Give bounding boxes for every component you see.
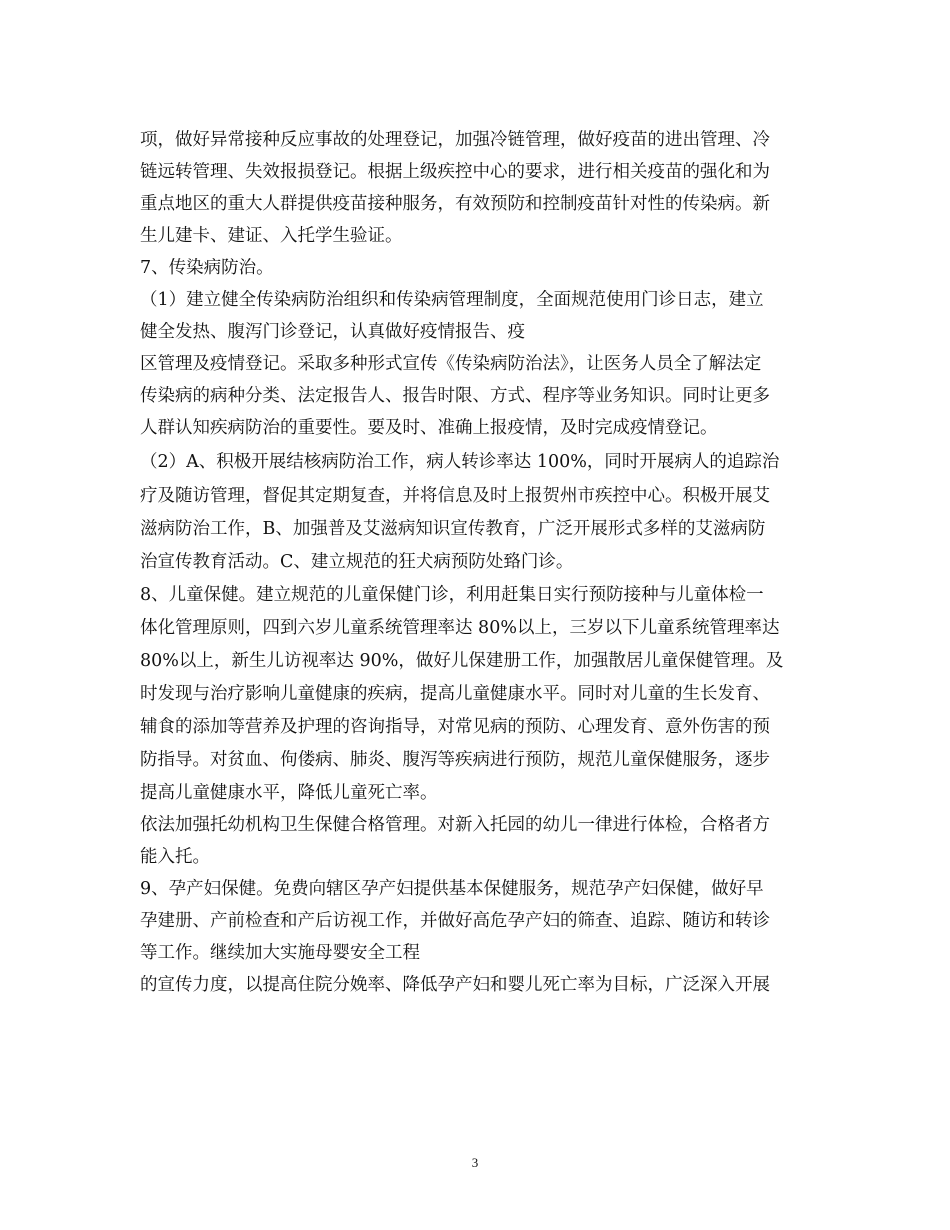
text-line: 辅食的添加等营养及护理的咨询指导，对常见病的预防、心理发育、意外伤害的预: [140, 717, 770, 737]
text-line: 健全发热、腹泻门诊登记，认真做好疫情报告、疫: [140, 322, 525, 342]
text-line: 滋病防治工作，B、加强普及艾滋病知识宣传教育，广泛开展形式多样的艾滋病防: [140, 519, 766, 539]
section-heading: 9、孕产妇保健。免费向辖区孕产妇提供基本保健服务，规范孕产妇保健，做好早: [140, 879, 764, 899]
text-line: 人群认知疾病防治的重要性。要及时、准确上报疫情，及时完成疫情登记。: [140, 418, 718, 438]
text-line: 依法加强托幼机构卫生保健合格管理。对新入托园的幼儿一律进行体检，合格者方: [140, 815, 770, 835]
text-line: （1）建立健全传染病防治组织和传染病管理制度，全面规范使用门诊日志，建立: [140, 290, 764, 310]
text-line: 时发现与治疗影响儿童健康的疾病，提高儿童健康水平。同时对儿童的生长发育、: [140, 684, 770, 704]
text-line: 孕建册、产前检查和产后访视工作，并做好高危孕产妇的筛查、追踪、随访和转诊: [140, 911, 770, 931]
text-line: 链远转管理、失效报损登记。根据上级疾控中心的要求，进行相关疫苗的强化和为: [140, 162, 770, 182]
text-line: 能入托。: [140, 847, 210, 867]
section-heading: 7、传染病防治。: [140, 258, 274, 278]
section-heading: 8、儿童保健。建立规范的儿童保健门诊，利用赶集日实行预防接种与儿童体检一: [140, 585, 764, 605]
page-number: 3: [471, 1155, 479, 1170]
text-line: 等工作。继续加大实施母婴安全工程: [140, 943, 420, 963]
text-line: 防指导。对贫血、佝偻病、肺炎、腹泻等疾病进行预防，规范儿童保健服务，逐步: [140, 750, 770, 770]
text-line: 80%以上，新生儿访视率达 90%，做好儿保建册工作，加强散居儿童保健管理。及: [140, 651, 784, 671]
text-line: 体化管理原则，四到六岁儿童系统管理率达 80%以上，三岁以下儿童系统管理率达: [140, 618, 780, 638]
text-line: 治宣传教育活动。C、建立规范的狂犬病预防处臵门诊。: [140, 552, 574, 572]
text-line: （2）A、积极开展结核病防治工作，病人转诊率达 100%，同时开展病人的追踪治: [140, 452, 780, 472]
text-line: 项，做好异常接种反应事故的处理登记，加强冷链管理，做好疫苗的进出管理、冷: [140, 130, 770, 150]
text-line: 提高儿童健康水平，降低儿童死亡率。: [140, 783, 438, 803]
text-line: 区管理及疫情登记。采取多种形式宣传《传染病防治法》，让医务人员全了解法定: [140, 354, 762, 374]
text-line: 生儿建卡、建证、入托学生验证。: [140, 226, 403, 246]
text-line: 疗及随访管理，督促其定期复查，并将信息及时上报贺州市疾控中心。积极开展艾: [140, 486, 770, 506]
text-line: 的宣传力度，以提高住院分娩率、降低孕产妇和婴儿死亡率为目标，广泛深入开展: [140, 975, 770, 995]
text-line: 重点地区的重大人群提供疫苗接种服务，有效预防和控制疫苗针对性的传染病。新: [140, 194, 770, 214]
text-line: 传染病的病种分类、法定报告人、报告时限、方式、程序等业务知识。同时让更多: [140, 386, 770, 406]
